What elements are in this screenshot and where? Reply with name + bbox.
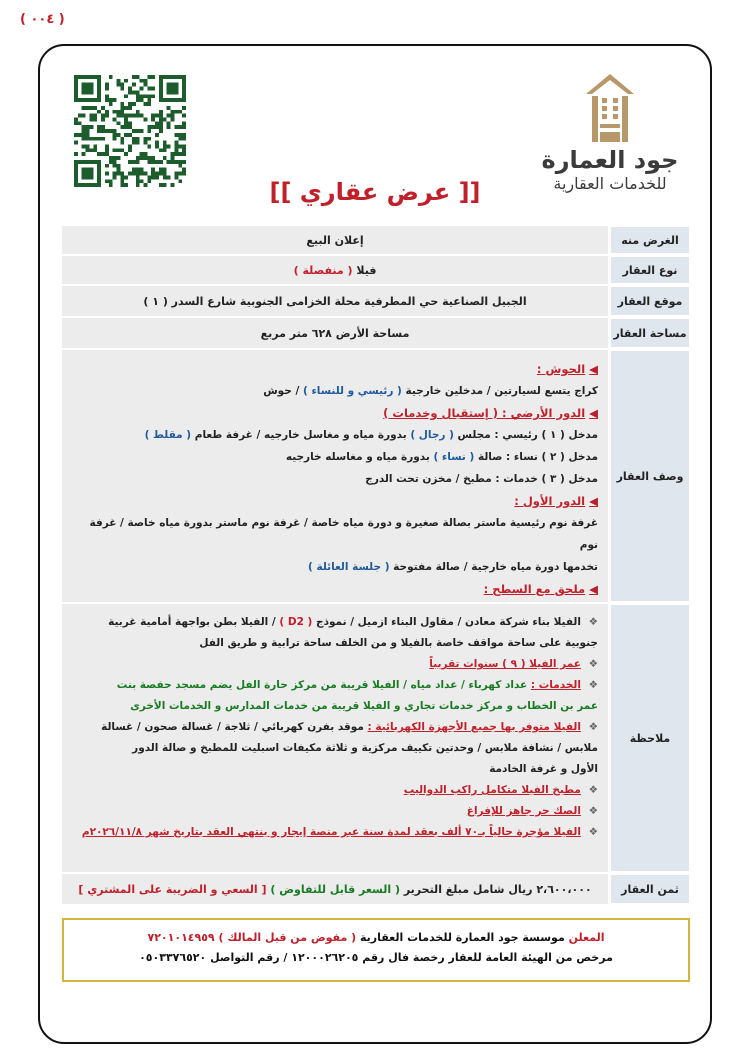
yard-heading: ◀الحوش : <box>536 362 598 376</box>
ground-line-3: مدخل ( ٣ ) خدمات : مطبخ / مخزن تحت الدرج <box>365 473 598 485</box>
note-item: ❖ الفيلا بناء شركة معادن / مقاول البناء ازميل / نموذج ( D2 ) / الفيلا بطن بواجهة أمامية غربية <box>108 616 598 628</box>
advertiser-box <box>62 918 690 982</box>
row-value: إعلان البيع <box>62 226 608 254</box>
first-floor-heading: ◀الدور الأول : <box>514 494 598 508</box>
yard-line: كراج يتسع لسيارتين / مدخلين خارجية ( رئيسي و للنساء ) / حوش <box>263 385 598 397</box>
star-bullet-icon: ❖ <box>588 721 598 733</box>
ground-floor-heading: ◀الدور الأرضي : ( إستقبال وخدمات ) <box>383 406 598 420</box>
star-bullet-icon: ❖ <box>588 658 598 670</box>
logo-brand-name: جود العمارة <box>541 146 679 174</box>
row-label: موقع العقار <box>610 286 690 316</box>
row-value: مساحة الأرض ٦٢٨ متر مربع <box>62 318 608 348</box>
type-tag: ( منفصلة ) <box>293 263 353 277</box>
arrow-bullet-icon: ◀ <box>589 362 598 376</box>
note-item-cont: ملابس / نشافة ملابس / وحدتين تكييف مركزية و ثلاثة مكيفات اسبليت للمطبخ و صالة الدور <box>132 742 598 754</box>
note-item: ❖ مطبخ الفيلا متكامل راكب الدواليب <box>403 784 598 796</box>
note-item-cont: عمر بن الخطاب و مركز خدمات تجاري و الفيلا قريبة من خدمات المدارس و الخدمات الأخرى <box>130 700 598 712</box>
star-bullet-icon: ❖ <box>588 805 598 817</box>
arrow-bullet-icon: ◀ <box>589 406 598 420</box>
row-value: الجبيل الصناعية حي المطرفية محلة الخزامى الجنوبية شارع السدر ( ١ ) <box>62 286 608 316</box>
ground-line-2: مدخل ( ٢ ) نساء : صالة ( نساء ) بدورة مياه و مغاسله خارجيه <box>285 451 598 463</box>
row-type <box>62 256 690 284</box>
star-bullet-icon: ❖ <box>588 616 598 628</box>
note-item: ❖ الصك حر جاهز للإفراغ <box>466 805 598 817</box>
row-price <box>62 874 690 904</box>
star-bullet-icon: ❖ <box>588 826 598 838</box>
row-label: ثمن العقار <box>610 874 690 904</box>
ground-line-1: مدخل ( ١ ) رئيسي : مجلس ( رجال ) بدورة مياه و مغاسل خارجيه / غرفة طعام ( مقلط ) <box>144 429 598 441</box>
row-value <box>62 256 608 284</box>
row-purpose <box>62 226 690 254</box>
row-label: وصف العقار <box>610 350 690 602</box>
notes-body <box>62 604 608 872</box>
row-description <box>62 350 690 602</box>
property-table <box>62 226 690 906</box>
building-logo-icon <box>582 72 638 144</box>
type-main: فيلا <box>356 263 377 277</box>
note-item: ❖ عمر الفيلا ( ٩ ) سنوات تقريباً <box>429 658 598 670</box>
first-line-1: غرفة نوم رئيسية ماستر بصالة صغيرة و دورة مياه خاصة / غرفة نوم ماستر بدورة مياه خاصة / غرفة نوم <box>89 517 598 551</box>
row-label: ملاحظة <box>610 604 690 872</box>
note-item: ❖ الفيلا مؤجرة حالياً بـ٧٠ ألف بعقد لمدة سنة عبر منصة إيجار و ينتهي العقد بتاريخ شهر ٢٠٢٦/١١/٨م <box>81 826 598 838</box>
roof-heading: ◀ملحق مع السطح : <box>483 582 598 596</box>
star-bullet-icon: ❖ <box>588 679 598 691</box>
arrow-bullet-icon: ◀ <box>589 494 598 508</box>
advertiser-line-2: مرخص من الهيئة العامة للعقار رخصة فال رقم ١٢٠٠٠٢٦٢٠٥ / رقم التواصل ٠٥٠٣٣٧٦٥٢٠ <box>139 951 613 964</box>
company-logo <box>540 72 680 202</box>
note-item-cont: الأول و غرفة الخادمة <box>489 763 598 775</box>
row-label: نوع العقار <box>610 256 690 284</box>
row-value: ٢،٦٠٠،٠٠٠ ريال شامل مبلغ التحرير ( السعر قابل للتفاوض ) [ السعي و الضريبة على المشتري ] <box>62 874 608 904</box>
row-notes <box>62 604 690 872</box>
note-item: ❖ الخدمات : عداد كهرباء / عداد مياه / الفيلا قريبة من مركز حارة الفل يضم مسجد حفصة بنت <box>116 679 598 691</box>
document-title: [[ عرض عقاري ]] <box>269 178 481 206</box>
row-label: مساحة العقار <box>610 318 690 348</box>
row-location <box>62 286 690 316</box>
advertiser-line-1: المعلن موسسة جود العمارة للخدمات العقارية ( مفوض من قبل المالك ) ٧٢٠١٠١٤٩٥٩ <box>147 931 605 944</box>
page-number: ( ٠٠٤ ) <box>20 12 65 27</box>
note-item: ❖ الفيلا متوفر بها جميع الأجهزة الكهربائية : موقد بفرن كهربائي / ثلاجة / غسالة صحون / غسالة <box>101 721 598 733</box>
qr-code <box>74 75 186 187</box>
star-bullet-icon: ❖ <box>588 784 598 796</box>
first-line-2: تخدمها دورة مياه خارجية / صالة مفتوحة ( جلسة العائلة ) <box>308 561 598 573</box>
row-label: الغرض منه <box>610 226 690 254</box>
arrow-bullet-icon: ◀ <box>589 582 598 596</box>
description-body <box>62 350 608 602</box>
row-area <box>62 318 690 348</box>
logo-tagline: للخدمات العقارية <box>553 174 667 193</box>
note-item-cont: جنوبية على ساحة مواقف خاصة بالفيلا و من الخلف ساحة ترابية و طريق الفل <box>199 637 598 649</box>
